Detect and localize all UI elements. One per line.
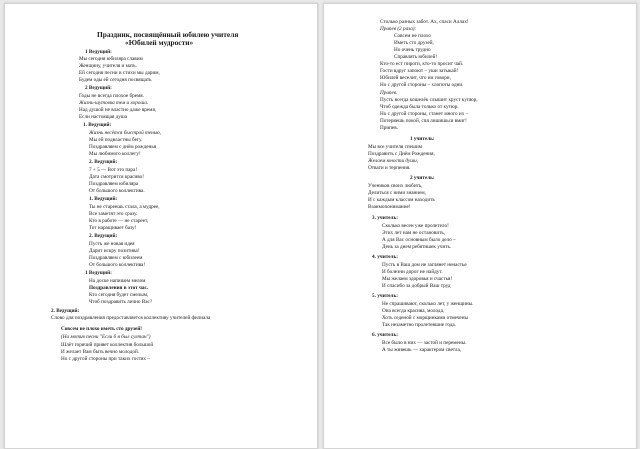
verse-line: Не спрашивают, сколько лет, у женщины.	[382, 301, 474, 307]
verse-line: Женщину, учителя и мать.	[79, 63, 137, 69]
speaker-label: 1. Ведущий:	[89, 196, 118, 202]
verse-line: И желает Вам быть вечно молодой.	[61, 349, 140, 355]
verse-line: Иметь сто друзей,	[394, 40, 434, 46]
verse-line: Отваги и терпения.	[368, 165, 411, 171]
verse-line: Желаем юности души,	[368, 158, 419, 164]
verse-line: Мы все учителя спешим	[368, 144, 423, 150]
verse-line: Гости вдруг запоют – уши затыкай!	[380, 68, 459, 74]
verse-line: Но с другой стороны – хлопоты одни.	[380, 82, 464, 88]
speaker-label: 2 Ведущий:	[85, 85, 112, 91]
speaker-label: 6. учитель:	[372, 332, 398, 338]
verse-line: Делиться с ними знанием,	[368, 190, 426, 196]
speaker-label: 4. учитель:	[372, 254, 398, 260]
verse-line: Справлять юбилей!	[394, 54, 438, 60]
verse-line: Шлёт горячий привет коллектив большой	[61, 342, 154, 348]
verse-line: На доске напишем мелом	[89, 278, 146, 284]
verse-line: Поздравить с Днём Рождения,	[368, 151, 435, 157]
verse-line: Жизнь несётся быстрой тенью,	[89, 130, 161, 136]
speaker-label: 2 учитель:	[410, 175, 435, 181]
verse-line: Кто-то ест пироги, кто-то просит чай.	[380, 61, 464, 67]
speaker-label: 3. учитель:	[372, 215, 398, 221]
speaker-label: 2. Ведущий:	[89, 159, 118, 165]
song-note: (На мотив песни "Если б я был султан")	[61, 334, 151, 340]
verse-line: Тот наращивает базу!	[89, 225, 137, 231]
verse-line: Чтоб поздравить лично Вас?	[89, 299, 153, 305]
verse-line: Дата смотрится красиво!	[89, 174, 144, 180]
verse-line: Дарит искру позитива!	[89, 248, 140, 254]
refrain-label: Припев.	[380, 90, 398, 96]
verse-line: Совсем не плохо	[394, 33, 431, 39]
verse-line: А ты живешь — характером светла,	[382, 347, 462, 353]
speaker-label: 5. учитель:	[372, 293, 398, 299]
verse-line: Ей сегодня песни и стихи мы дарим,	[79, 70, 160, 76]
verse-line: Но с другой стороны, станет много их –	[380, 111, 469, 117]
verse-line: Мы сегодня юбиляра славим	[79, 56, 143, 62]
speaker-label: 1 Ведущий:	[85, 49, 112, 55]
verse-line: Пусть же новая идея	[89, 241, 135, 247]
verse-line: Кто сегодня будет смелым,	[89, 292, 149, 298]
verse-line: Хоть седеной с морщинками отмечены	[382, 315, 468, 321]
verse-line: А для Вас основным было дело –	[382, 237, 456, 243]
verse-line: Взаимопонимание!	[368, 204, 411, 210]
verse-line: Поздравляем с юбилеем	[89, 255, 143, 261]
verse-line: Мы ей подвластны бегу.	[89, 137, 143, 143]
verse-line: Юбилей веселит, что ни говори,	[380, 75, 451, 81]
verse-line: И спасибо за добрый Ваш труд	[382, 283, 451, 289]
paragraph-line: Слово для поздравления предоставляется коллективу учителей филиала	[51, 315, 211, 321]
verse-line: Мы любимого коллегу!	[89, 151, 141, 157]
verse-line: Годы не всегда плохое бремя.	[79, 93, 144, 99]
verse-line: Поздравляем юбиляра	[89, 181, 139, 187]
verse-line: Так незаметно пролетевшие года.	[382, 322, 457, 328]
verse-line: Если настоящая душа	[79, 114, 128, 120]
verse-line: Жизнь-шутовка тем и хороша.	[79, 100, 149, 106]
speaker-label: 1 Ведущий:	[85, 270, 112, 276]
verse-line: Но с другой стороны при таких гостях –	[61, 356, 150, 362]
verse-line: Будем оды ей сегодня посвящать	[79, 77, 152, 83]
speaker-label: 1 учитель:	[410, 136, 435, 142]
verse-line: День за днем ребятишек учить.	[382, 244, 452, 250]
verse-line: И с каждым классом находить	[368, 197, 435, 203]
verse-line: Учеников своих любить,	[368, 183, 423, 189]
document-page-right	[323, 3, 637, 449]
verse-line: И болезни дорог не найдут.	[382, 269, 443, 275]
verse-line: Поздравляем с днём рожденья	[89, 144, 157, 150]
verse-line: Сколько весен уже пролетело!	[382, 223, 449, 229]
verse-line: 7 + 5 — Вот это пара!	[89, 167, 138, 173]
speaker-label: 1. Ведущий:	[83, 122, 112, 128]
verse-line: Пусть всегда кошелёк слышит хруст купюр,	[380, 97, 478, 103]
verse-line: От большого коллектива.	[89, 188, 145, 194]
page-title: Праздник, посвящённый юбилею учителя	[97, 30, 239, 39]
verse-line: Пусть в Ваш дом не заглянет ненастье	[382, 262, 467, 268]
verse-line: Она всегда красива, молода,	[382, 308, 445, 314]
verse-line: Ты не стареешь стала, а мудрее,	[89, 204, 160, 210]
verse-line: Кто в работе — не стареет,	[89, 218, 149, 224]
verse-line: Все заметят это сразу.	[89, 211, 138, 217]
verse-line: Мы желаем здоровья и счастья!	[382, 276, 453, 282]
song-title: Совсем не плохо иметь сто друзей!	[61, 326, 143, 332]
verse-line: Столько разных забот. Ах, спаси Аллах!	[380, 19, 469, 25]
refrain-label: Припев (2 раза):	[380, 26, 417, 32]
page-subtitle: «Юбилей мудрости»	[125, 38, 194, 47]
document-page-left	[4, 3, 318, 449]
refrain-label: Припев.	[380, 125, 398, 131]
verse-line: Чтоб одежда была только от кутюр.	[380, 104, 459, 110]
speaker-label: 2. Ведущий:	[89, 233, 118, 239]
verse-line: Потеряешь покой, спя лишишься вмиг!	[380, 118, 467, 124]
verse-line: Поздравления в этот час.	[89, 285, 149, 291]
verse-line: Все было в них — застой и перемены.	[382, 340, 467, 346]
verse-line: Но очень трудно	[394, 47, 431, 53]
verse-line: От большого коллектива!	[89, 262, 146, 268]
verse-line: Над душой не властно даже время,	[79, 107, 157, 113]
speaker-label: 2. Ведущий:	[51, 308, 80, 314]
verse-line: Этих лет нам не остановить,	[382, 230, 446, 236]
